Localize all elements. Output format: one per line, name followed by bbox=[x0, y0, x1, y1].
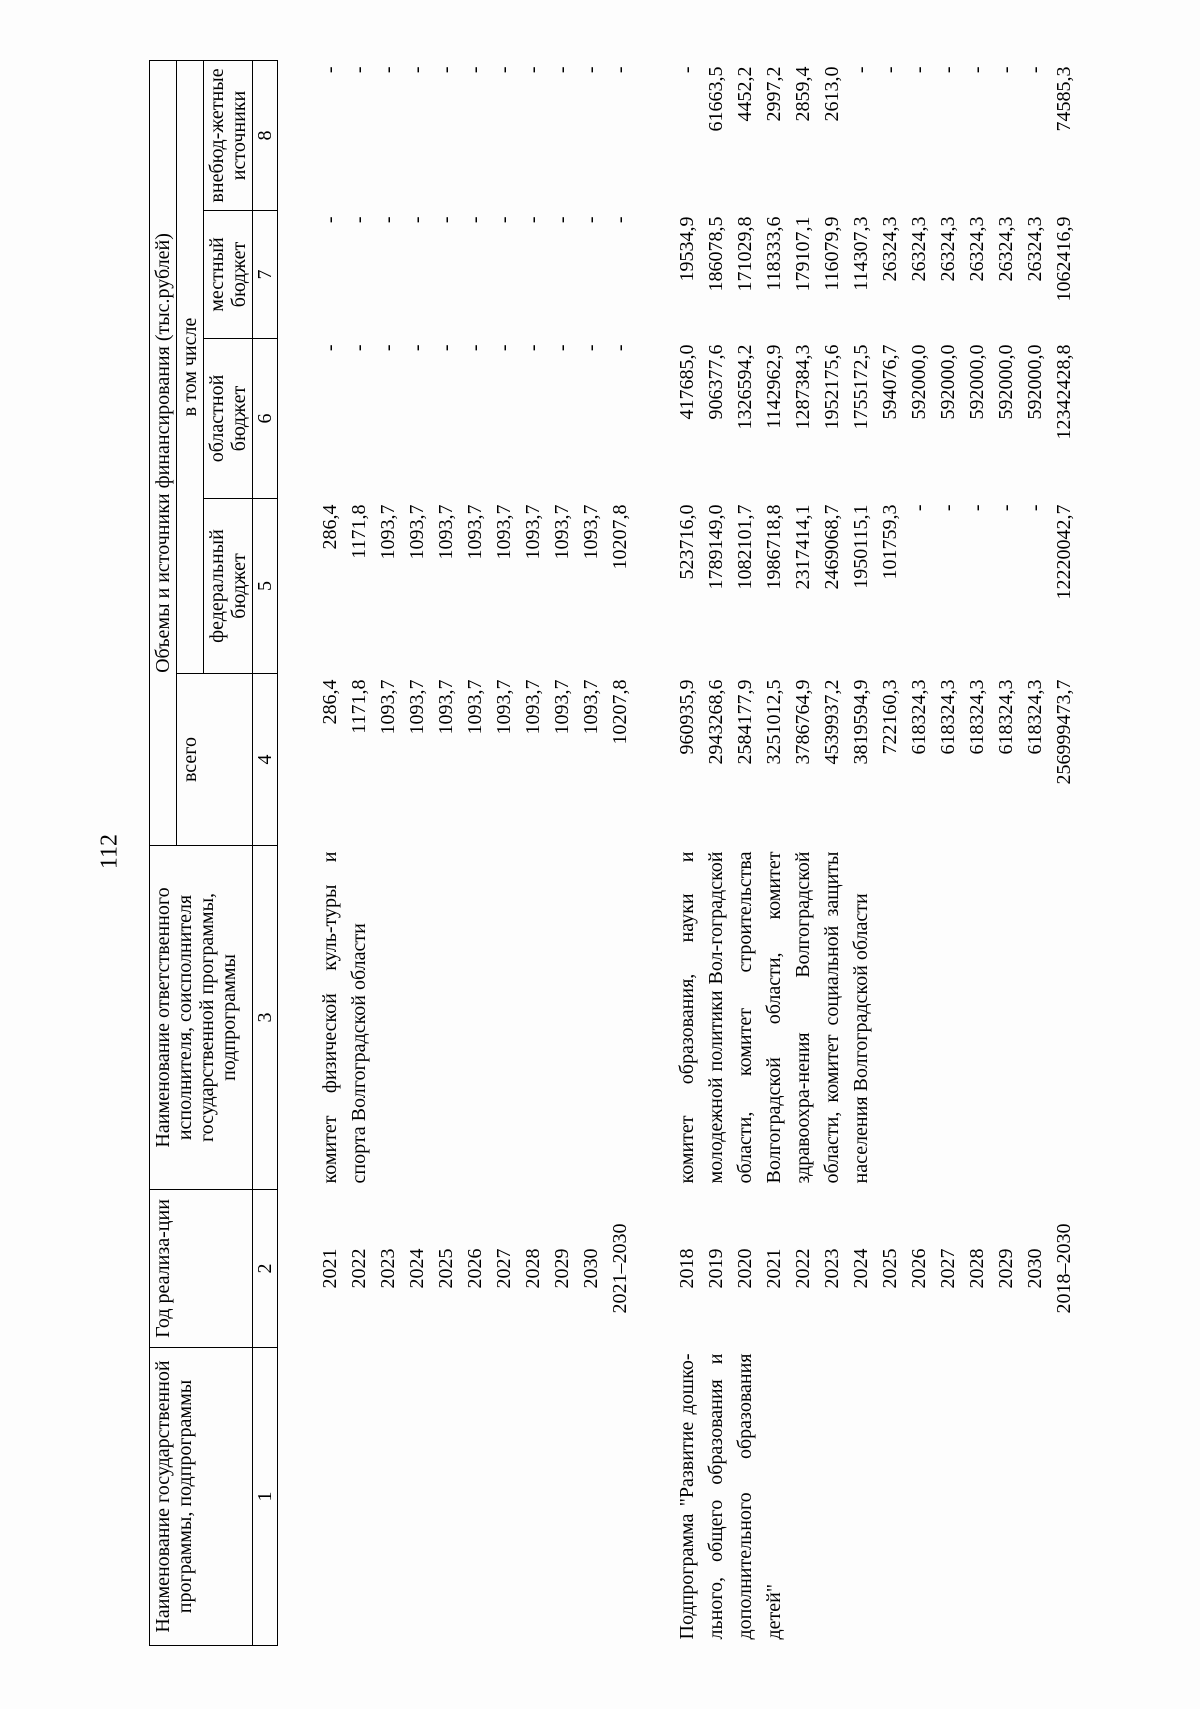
value-local: 26324,3 bbox=[879, 216, 901, 282]
value-federal: 1950115,1 bbox=[850, 504, 872, 589]
column-number: 6 bbox=[253, 339, 278, 499]
value-regional: 906377,6 bbox=[705, 344, 727, 420]
table-row bbox=[673, 60, 1079, 1645]
value-regional: - bbox=[464, 344, 486, 352]
value-local: 26324,3 bbox=[937, 216, 959, 282]
value-years: 2030 bbox=[580, 1248, 602, 1289]
year-cell bbox=[673, 1190, 1079, 1348]
value-years: 2028 bbox=[522, 1248, 544, 1289]
value-total: 3251012,5 bbox=[763, 679, 785, 765]
value-extra: 74585,3 bbox=[1053, 66, 1075, 132]
value-total: 1093,7 bbox=[522, 679, 544, 735]
value-extra: - bbox=[377, 66, 399, 74]
value-federal: 1093,7 bbox=[377, 504, 399, 560]
value-years: 2023 bbox=[821, 1248, 843, 1289]
value-federal: - bbox=[995, 504, 1017, 512]
value-extra: 2613,0 bbox=[821, 66, 843, 122]
value-years: 2029 bbox=[551, 1248, 573, 1289]
value-total: 4539937,2 bbox=[821, 679, 843, 765]
value-federal: 523716,0 bbox=[676, 504, 698, 580]
value-federal: 1093,7 bbox=[551, 504, 573, 560]
value-local: - bbox=[406, 216, 428, 224]
value-local: - bbox=[348, 216, 370, 224]
value-years: 2026 bbox=[908, 1248, 930, 1289]
page-number: 112 bbox=[96, 833, 123, 870]
value-extra: - bbox=[1024, 66, 1046, 74]
value-years: 2029 bbox=[995, 1248, 1017, 1289]
value-extra: - bbox=[995, 66, 1017, 74]
value-years: 2019 bbox=[705, 1248, 727, 1289]
value-total: 286,4 bbox=[319, 679, 341, 725]
value-local: 26324,3 bbox=[908, 216, 930, 282]
value-regional: 1142962,9 bbox=[763, 344, 785, 429]
regional-cell bbox=[316, 339, 635, 499]
value-total: 1093,7 bbox=[551, 679, 573, 735]
value-local: 179107,1 bbox=[792, 216, 814, 292]
value-extra: - bbox=[937, 66, 959, 74]
header-federal: федеральный бюджет bbox=[204, 499, 253, 674]
value-total: 2943268,6 bbox=[705, 679, 727, 765]
value-total: 1093,7 bbox=[464, 679, 486, 735]
regional-cell bbox=[673, 339, 1079, 499]
value-regional: - bbox=[377, 344, 399, 352]
value-extra: 2997,2 bbox=[763, 66, 785, 122]
value-years: 2025 bbox=[435, 1248, 457, 1289]
value-years: 2023 bbox=[377, 1248, 399, 1289]
value-regional: 12342428,8 bbox=[1053, 344, 1075, 440]
value-local: 171029,8 bbox=[734, 216, 756, 292]
value-local: - bbox=[551, 216, 573, 224]
value-years: 2026 bbox=[464, 1248, 486, 1289]
value-years: 2022 bbox=[792, 1248, 814, 1289]
total-cell bbox=[673, 674, 1079, 846]
header-funding-group: Объемы и источники финансирования (тыс.рублей) bbox=[150, 60, 177, 845]
value-total: 618324,3 bbox=[908, 679, 930, 755]
value-federal: - bbox=[908, 504, 930, 512]
column-number: 5 bbox=[253, 499, 278, 674]
financing-table-sheet bbox=[149, 61, 1162, 1646]
value-regional: - bbox=[319, 344, 341, 352]
value-years: 2024 bbox=[406, 1248, 428, 1289]
value-local: - bbox=[319, 216, 341, 224]
value-years: 2021 bbox=[319, 1248, 341, 1289]
value-regional: 592000,0 bbox=[908, 344, 930, 420]
header-regional: областной бюджет bbox=[204, 339, 253, 499]
value-extra: - bbox=[348, 66, 370, 74]
value-local: - bbox=[435, 216, 457, 224]
value-years: 2018–2030 bbox=[1053, 1223, 1075, 1314]
value-federal: 1986718,8 bbox=[763, 504, 785, 590]
value-regional: - bbox=[348, 344, 370, 352]
program-name-cell: Подпрограмма "Развитие дошко-льного, общего образования и дополнительного образования детей" bbox=[676, 1353, 785, 1640]
value-local: 26324,3 bbox=[1024, 216, 1046, 282]
value-local: 19534,9 bbox=[676, 216, 698, 282]
value-total: 722160,3 bbox=[879, 679, 901, 755]
block-spacer bbox=[635, 60, 673, 1645]
value-total: 256999473,7 bbox=[1053, 679, 1075, 785]
federal-cell bbox=[673, 499, 1079, 674]
value-federal: - bbox=[937, 504, 959, 512]
value-total: 3819594,9 bbox=[850, 679, 872, 765]
executor-cell: комитет физической куль-туры и спорта Волгоградской области bbox=[319, 851, 370, 1184]
value-years: 2020 bbox=[734, 1248, 756, 1289]
value-total: 618324,3 bbox=[937, 679, 959, 755]
value-local: - bbox=[464, 216, 486, 224]
value-extra: - bbox=[850, 66, 872, 74]
value-local: 118333,6 bbox=[763, 216, 785, 291]
federal-cell bbox=[316, 499, 635, 674]
value-extra: 61663,5 bbox=[705, 66, 727, 132]
value-years: 2025 bbox=[879, 1248, 901, 1289]
value-years: 2027 bbox=[493, 1248, 515, 1289]
value-local: - bbox=[377, 216, 399, 224]
header-including: в том числе bbox=[177, 60, 204, 673]
column-number: 3 bbox=[253, 846, 278, 1190]
financing-table bbox=[149, 60, 1079, 1646]
column-number: 1 bbox=[253, 1348, 278, 1646]
value-extra: 2859,4 bbox=[792, 66, 814, 122]
value-total: 3786764,9 bbox=[792, 679, 814, 765]
header-local: местный бюджет bbox=[204, 211, 253, 339]
value-federal: 10207,8 bbox=[609, 504, 631, 570]
value-local: - bbox=[609, 216, 631, 224]
value-total: 618324,3 bbox=[1024, 679, 1046, 755]
value-regional: 1952175,6 bbox=[821, 344, 843, 430]
value-total: 960935,9 bbox=[676, 679, 698, 755]
value-regional: - bbox=[580, 344, 602, 352]
value-federal: 1093,7 bbox=[406, 504, 428, 560]
value-federal: 1093,7 bbox=[580, 504, 602, 560]
value-extra: - bbox=[464, 66, 486, 74]
value-local: - bbox=[493, 216, 515, 224]
value-extra: - bbox=[609, 66, 631, 74]
value-extra: - bbox=[676, 66, 698, 74]
value-total: 618324,3 bbox=[995, 679, 1017, 755]
value-extra: - bbox=[879, 66, 901, 74]
table-body bbox=[278, 60, 1080, 1645]
year-cell bbox=[316, 1190, 635, 1348]
extra-cell bbox=[673, 60, 1079, 210]
value-total: 1171,8 bbox=[348, 679, 370, 734]
value-local: 26324,3 bbox=[995, 216, 1017, 282]
value-local: - bbox=[522, 216, 544, 224]
value-regional: - bbox=[522, 344, 544, 352]
value-regional: 592000,0 bbox=[937, 344, 959, 420]
total-cell bbox=[316, 674, 635, 846]
value-years: 2021 bbox=[763, 1248, 785, 1289]
value-years: 2028 bbox=[966, 1248, 988, 1289]
value-regional: - bbox=[493, 344, 515, 352]
extra-cell bbox=[316, 60, 635, 210]
value-extra: - bbox=[908, 66, 930, 74]
value-extra: - bbox=[493, 66, 515, 74]
value-federal: 1093,7 bbox=[522, 504, 544, 560]
value-total: 1093,7 bbox=[435, 679, 457, 735]
value-regional: 417685,0 bbox=[676, 344, 698, 420]
value-federal: 2317414,1 bbox=[792, 504, 814, 590]
value-federal: 1789149,0 bbox=[705, 504, 727, 590]
header-program-name: Наименование государственной программы, подпрограммы bbox=[150, 1348, 253, 1646]
block-spacer bbox=[278, 60, 317, 1645]
value-total: 1093,7 bbox=[493, 679, 515, 735]
value-regional: 592000,0 bbox=[1024, 344, 1046, 420]
value-total: 618324,3 bbox=[966, 679, 988, 755]
executor-cell: комитет образования, науки и молодежной политики Вол-гоградской области, комитет строительства Волгоградской области, комитет здравоохра-нения Волгоградской области, комитет социальной защиты населения Волгоградской области bbox=[676, 851, 872, 1184]
value-federal: 1171,8 bbox=[348, 504, 370, 559]
value-years: 2022 bbox=[348, 1248, 370, 1289]
column-number: 4 bbox=[253, 674, 278, 846]
column-number: 8 bbox=[253, 60, 278, 210]
value-federal: - bbox=[966, 504, 988, 512]
value-extra: - bbox=[966, 66, 988, 74]
value-local: 116079,9 bbox=[821, 216, 843, 291]
value-federal: 101759,3 bbox=[879, 504, 901, 580]
value-federal: 1093,7 bbox=[435, 504, 457, 560]
value-local: - bbox=[580, 216, 602, 224]
value-federal: - bbox=[1024, 504, 1046, 512]
header-total: всего bbox=[177, 674, 253, 846]
value-extra: - bbox=[551, 66, 573, 74]
value-federal: 12220042,7 bbox=[1053, 504, 1075, 600]
header-executor: Наименование ответственного исполнителя, соисполнителя государственной программы, подпрограммы bbox=[150, 846, 253, 1190]
value-extra: - bbox=[406, 66, 428, 74]
value-years: 2027 bbox=[937, 1248, 959, 1289]
value-regional: 1755172,5 bbox=[850, 344, 872, 430]
header-extra: внебюд-жетные источники bbox=[204, 60, 253, 210]
value-federal: 2469068,7 bbox=[821, 504, 843, 590]
value-federal: 286,4 bbox=[319, 504, 341, 550]
value-total: 2584177,9 bbox=[734, 679, 756, 765]
value-total: 1093,7 bbox=[377, 679, 399, 735]
value-local: 186078,5 bbox=[705, 216, 727, 292]
value-extra: - bbox=[319, 66, 341, 74]
value-regional: 592000,0 bbox=[995, 344, 1017, 420]
value-regional: - bbox=[406, 344, 428, 352]
value-years: 2021–2030 bbox=[609, 1223, 631, 1314]
value-extra: 4452,2 bbox=[734, 66, 756, 122]
value-total: 1093,7 bbox=[406, 679, 428, 735]
value-local: 1062416,9 bbox=[1053, 216, 1075, 302]
value-regional: - bbox=[551, 344, 573, 352]
program-name-cell bbox=[316, 1348, 635, 1646]
column-number: 7 bbox=[253, 211, 278, 339]
value-years: 2018 bbox=[676, 1248, 698, 1289]
value-extra: - bbox=[580, 66, 602, 74]
header-year: Год реализа-ции bbox=[150, 1190, 253, 1348]
value-federal: 1093,7 bbox=[493, 504, 515, 560]
value-local: 26324,3 bbox=[966, 216, 988, 282]
value-local: 114307,3 bbox=[850, 216, 872, 291]
local-cell bbox=[316, 211, 635, 339]
value-extra: - bbox=[522, 66, 544, 74]
local-cell bbox=[673, 211, 1079, 339]
table-row bbox=[316, 60, 635, 1645]
value-federal: 1093,7 bbox=[464, 504, 486, 560]
value-extra: - bbox=[435, 66, 457, 74]
value-regional: - bbox=[435, 344, 457, 352]
value-regional: - bbox=[609, 344, 631, 352]
value-years: 2024 bbox=[850, 1248, 872, 1289]
value-total: 10207,8 bbox=[609, 679, 631, 745]
value-regional: 1326594,2 bbox=[734, 344, 756, 430]
value-regional: 594076,7 bbox=[879, 344, 901, 420]
value-regional: 592000,0 bbox=[966, 344, 988, 420]
value-federal: 1082101,7 bbox=[734, 504, 756, 590]
value-total: 1093,7 bbox=[580, 679, 602, 735]
value-regional: 1287384,3 bbox=[792, 344, 814, 430]
column-number: 2 bbox=[253, 1190, 278, 1348]
value-years: 2030 bbox=[1024, 1248, 1046, 1289]
